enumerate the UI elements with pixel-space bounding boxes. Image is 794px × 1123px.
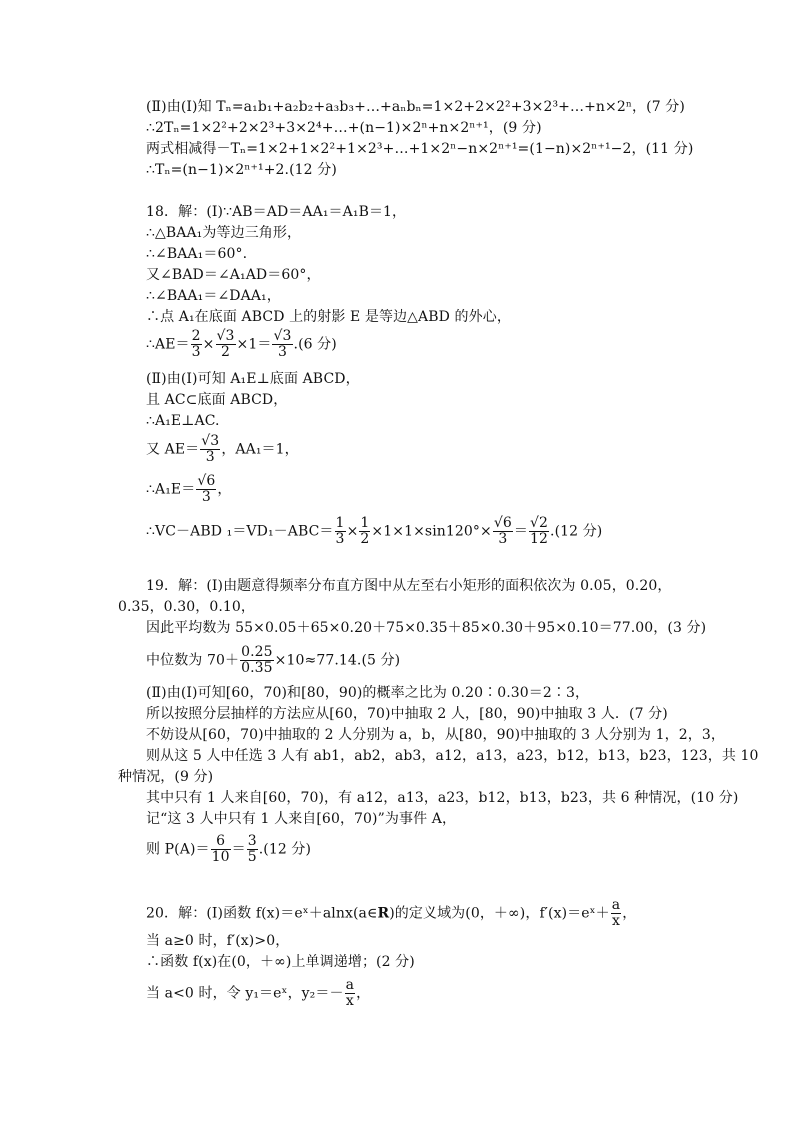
- fraction: $\frac{a}{x}$: [345, 977, 355, 1009]
- p18-line-10: ∴A₁E⊥AC.: [146, 413, 220, 429]
- p19-line-3: 因此平均数为 55×0.05＋65×0.20＋75×0.35＋85×0.30＋95×0.10＝77.00，(3 分): [146, 620, 707, 636]
- p20-line-1: 20．解：(Ⅰ)函数 f(x)＝eˣ＋alnx(a∈R)的定义域为(0，＋∞)，f′(x)＝eˣ＋ $\frac{a}{x}$ ，: [146, 897, 637, 929]
- p18-line-9: 且 AC⊂底面 ABCD，: [146, 392, 288, 408]
- p19-line-7: 不妨设从[60，70)中抽取的 2 人分别为 a，b，从[80，90)中抽取的 3 人分别为 1，2，3，: [146, 727, 725, 743]
- p19-line-9: 种情况，(9 分): [118, 769, 214, 785]
- p17-line-3: 两式相减得－Tₙ=1×2+1×2²+1×2³+…+1×2ⁿ−n×2ⁿ⁺¹=(1−n)×2ⁿ⁺¹−2，(11 分): [146, 141, 694, 157]
- fraction: $\frac{a}{x}$: [611, 897, 621, 929]
- p18-line-6: ∴点 A₁在底面 ABCD 上的射影 E 是等边△ABD 的外心，: [146, 309, 511, 325]
- p20-line-4: 当 a<0 时，令 y₁＝eˣ，y₂＝－ $\frac{a}{x}$ ，: [146, 977, 371, 1009]
- p18-line-7: ∴AE＝ $\frac{2}{3}$ × $\frac{√3}{2}$ ×1＝ $\frac{√3}{3}$ .(6 分): [146, 328, 337, 360]
- p19-line-6: 所以按照分层抽样的方法应从[60，70)中抽取 2 人，[80，90)中抽取 3 人．(7 分): [146, 706, 668, 722]
- fraction: $\frac{√3}{2}$: [216, 328, 235, 360]
- fraction: $\frac{0.25}{0.35}$: [241, 644, 273, 676]
- fraction: $\frac{1}{3}$: [335, 515, 345, 547]
- fraction: $\frac{2}{3}$: [191, 328, 201, 360]
- fraction: $\frac{√3}{3}$: [201, 433, 220, 465]
- p18-line-13: ∴VC－ABD ₁＝VD₁－ABC＝ $\frac{1}{3}$ × $\frac{1}{2}$ ×1×1×sin120°× $\frac{√6}{3}$ ＝ $\frac{√2}{12}$ .(12 分): [146, 515, 603, 547]
- p19-line-2: 0.35，0.30，0.10，: [118, 599, 256, 615]
- p18-line-2: ∴△BAA₁为等边三角形，: [146, 225, 302, 241]
- p18-line-8: (Ⅱ)由(Ⅰ)可知 A₁E⊥底面 ABCD，: [146, 371, 360, 387]
- p19-line-4: 中位数为 70＋ $\frac{0.25}{0.35}$ ×10≈77.14.(5 分): [146, 644, 401, 676]
- fraction: $\frac{√6}{3}$: [493, 515, 512, 547]
- fraction: $\frac{√3}{3}$: [273, 328, 292, 360]
- fraction: $\frac{6}{10}$: [211, 833, 230, 865]
- p18-line-5: ∴∠BAA₁＝∠DAA₁，: [146, 288, 281, 304]
- p18-line-1: 18．解：(Ⅰ)∵AB＝AD＝AA₁＝A₁B＝1，: [146, 204, 407, 220]
- p19-line-10: 其中只有 1 人来自[60，70)，有 a12，a13，a23，b12，b13，b23，共 6 种情况，(10 分): [146, 790, 739, 806]
- p20-line-2: 当 a≥0 时，f′(x)>0，: [146, 933, 290, 949]
- fraction: $\frac{1}{2}$: [360, 515, 370, 547]
- p17-line-4: ∴Tₙ=(n−1)×2ⁿ⁺¹+2.(12 分): [146, 162, 337, 178]
- p19-line-12: 则 P(A)＝ $\frac{6}{10}$ ＝ $\frac{3}{5}$ .(12 分): [146, 833, 312, 865]
- fraction: $\frac{√6}{3}$: [197, 473, 216, 505]
- p17-line-1: (Ⅱ)由(Ⅰ)知 Tₙ=a₁b₁+a₂b₂+a₃b₃+…+aₙbₙ=1×2+2×2²+3×2³+…+n×2ⁿ，(7 分): [146, 99, 685, 115]
- p19-line-8: 则从这 5 人中任选 3 人有 ab1，ab2，ab3，a12，a13，a23，b12，b13，b23，123，共 10: [146, 748, 759, 764]
- p18-line-3: ∴∠BAA₁＝60°.: [146, 246, 248, 262]
- p20-line-3: ∴函数 f(x)在(0，＋∞)上单调递增；(2 分): [146, 954, 415, 970]
- fraction: $\frac{√2}{12}$: [530, 515, 549, 547]
- p17-line-2: ∴2Tₙ=1×2²+2×2³+3×2⁴+…+(n−1)×2ⁿ+n×2ⁿ⁺¹，(9 分): [146, 120, 542, 136]
- fraction: $\frac{3}{5}$: [247, 833, 257, 865]
- p18-line-11: 又 AE＝ $\frac{√3}{3}$ ，AA₁＝1，: [146, 433, 299, 465]
- p19-line-5: (Ⅱ)由(Ⅰ)可知[60，70)和[80，90)的概率之比为 0.20∶0.30＝2∶3，: [146, 685, 590, 701]
- p18-line-12: ∴A₁E＝ $\frac{√6}{3}$ ，: [146, 473, 232, 505]
- p19-line-11: 记“这 3 人中只有 1 人来自[60，70)”为事件 A，: [146, 811, 457, 827]
- p19-line-1: 19．解：(Ⅰ)由题意得频率分布直方图中从左至右小矩形的面积依次为 0.05，0.20，: [146, 578, 672, 594]
- p18-line-4: 又∠BAD＝∠A₁AD＝60°，: [146, 267, 321, 283]
